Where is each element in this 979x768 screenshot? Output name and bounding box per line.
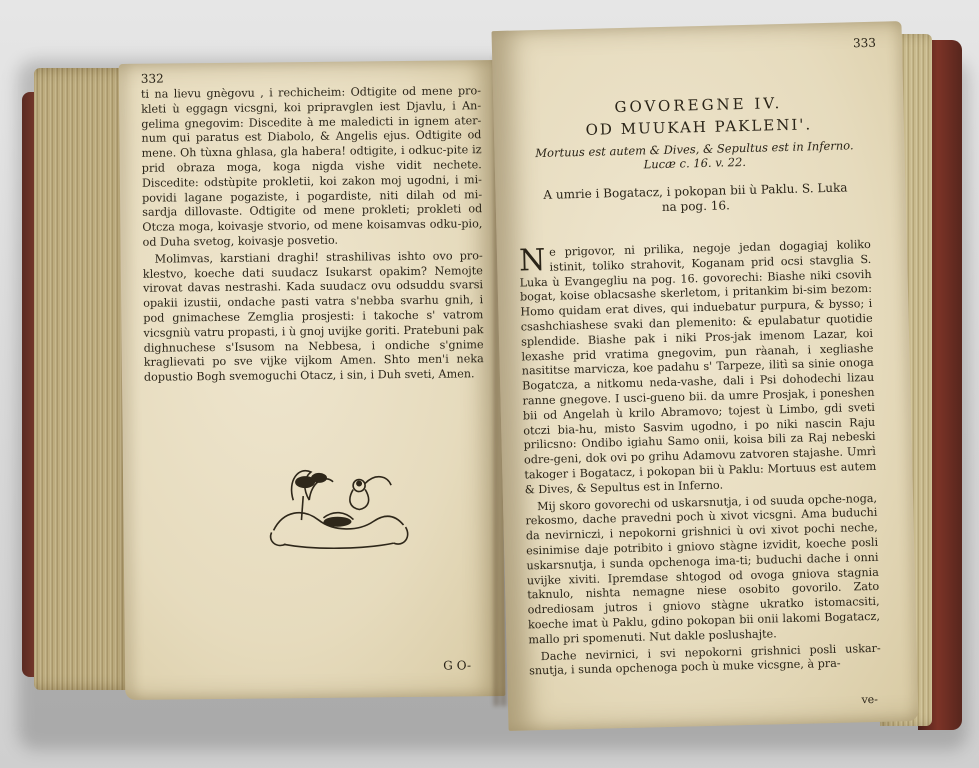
right-paragraph-3: Dache nevirnici, i svi nepokorni grishnici posli uskar-snutja, i sunda opchenoga poch ù muke vicsgne, à pra-	[529, 641, 881, 678]
left-page-text	[141, 84, 484, 387]
left-paragraph-1: ti na lievu gnègovu , i rechicheim: Odtigite od mene pro-kleti ù eggagn vicsgni, koi pripravglen iest Djavlu, i An-gelima gnegovim: Discedite à me maledicti in ignem ater-num qui paratus est Diabolo, & Angelis ejus. Odtigite od mene. Oh tùxna ghlasa, gla habera! odtigite, i odkuc-pite iz prid obraza moga, koga nigda vishe vidit nechete. Discedite: odstùpite prokletii, koi zakon moj ugodni, i mi-povidi lagane pogaziste, i pogardiste, niti dilah od mi-sardja dillovaste. Odtigite od mene prokleti; prokleti od Otcza moga, koivasje stvorio, od mene koisamvas odku-pio, od Duha svetog, koivasje posvetio.	[140, 84, 483, 249]
right-paragraph-1-body: e prigovor, ni prilika, negoje jedan dogagiaj koliko istinit, toliko strahovit, Koganam prid ocsi stavglia S. Luka ù Evangegliu na pog. 16. govorechi: Biashe niki csovih bogat, koise oblacsashe skerletom, i pritankim bi-sim bezom: Homo quidam erat dives, qui induebatur purpura, & bysso; i csashchiashese svaki dan plemenito: & epulabatur quotidie splendide. Biashe pak i niki Pros-jak imenom Lazar, koi lexashe prid vratima gnegovim, pun ràanah, i xegliashe nasititse marvicza, koe padahu s' Tarpeze, ilitì sa sinie onoga Bogatcza, a nitkomu neda-vashe, dali i Psi dohodechi lizau ranne gnegove. I usci-gueno bii. da umre Prosjak, i poneshen bii od Angelah ù krilo Abramovo; tojest ù Limbo, gdi sveti otczi bia-hu, misto Sasvim ugodno, i po niki nascin Raju prilicsno: Ondibo igiahu Samo onii, koisa bili za Raj nebeski odre-geni, dok ovi po grihu Adamovu zatvoren stajashe. Umrì takoger i Bogatacz, i pokopan bii ù Paklu: Mortuus est autem & Dives, & Sepultus est in Inferno.	[519, 237, 877, 497]
right-page-text	[519, 238, 882, 682]
latin-epigraph: Mortuus est autem & Dives, & Sepultus est in Inferno. Lucæ c. 16. v. 22.	[535, 138, 854, 172]
right-paragraph-1	[519, 238, 877, 498]
page-number-left: 332	[140, 71, 164, 86]
left-paragraph-2: Molimvas, karstiani draghi! strashilivas ishto ovo pro-klestvo, koeche dati suudacz Isukarst opakim? Nemojte virovat davas nestrashi. Kada suudacz ovu odsuddu svarsi opakii izustii, ondache pasti vatra s'nebba svarhu gnih, i pod gnimachese Zemglia prosjesti: i takoche s' vatrom vicsgniù vatru propasti, i ù gnoj uvijke goriti. Pratebuni pak dighnuchese s'Isusom na Nebbesa, i ondiche s'gnime kraglievati po sve vijke vijkom Amen. Shto men'i neka dopustio Bogh svemoguchi Otacz, i sin, i Duh sveti, Amen.	[142, 248, 484, 384]
right-page	[492, 21, 919, 731]
right-paragraph-2: Mij skoro govorechi od uskarsnutja, i od suuda opche-noga, rekosmo, dache pravedni poch ù xivot vicsgni. Ama buduchi da nevirniczi, i nepokorni grishnici ù ovi xivot pochi neche, esinimise daje potribito i gniovo stàgne izvidit, koeche posli uskarsnutja, i sunda opchenoga ima-ti; buduchi dache i onni uvijke xiviti. Ipremdase shtogod od ovoga gniova stagnia taknulo, nishta nemagne niese osobito govorilo. Zato odrediosam jutros i gniovo stàgne ukratko istomacsiti, koeche imat ù Paklu, gdino pokopan bii onii lakomi Bogatacz, mallo pri spomenuti. Nut dakle poslushajte.	[525, 491, 881, 647]
printer-ornament	[263, 459, 414, 553]
drop-capital: N	[518, 242, 546, 279]
catchword-right: ve-	[861, 692, 879, 707]
chapter-heading: GOVOREGNE IV.	[614, 94, 783, 117]
page-number-right: 333	[852, 35, 877, 51]
epigraph-translation: A umrie i Bogatacz, i pokopan bii ù Paklu. S. Luka na pog. 16.	[543, 180, 848, 215]
left-page	[119, 60, 506, 700]
chapter-subheading: OD MUUKAH PAKLENI'.	[585, 115, 813, 139]
catchword-left: G O-	[443, 658, 472, 673]
